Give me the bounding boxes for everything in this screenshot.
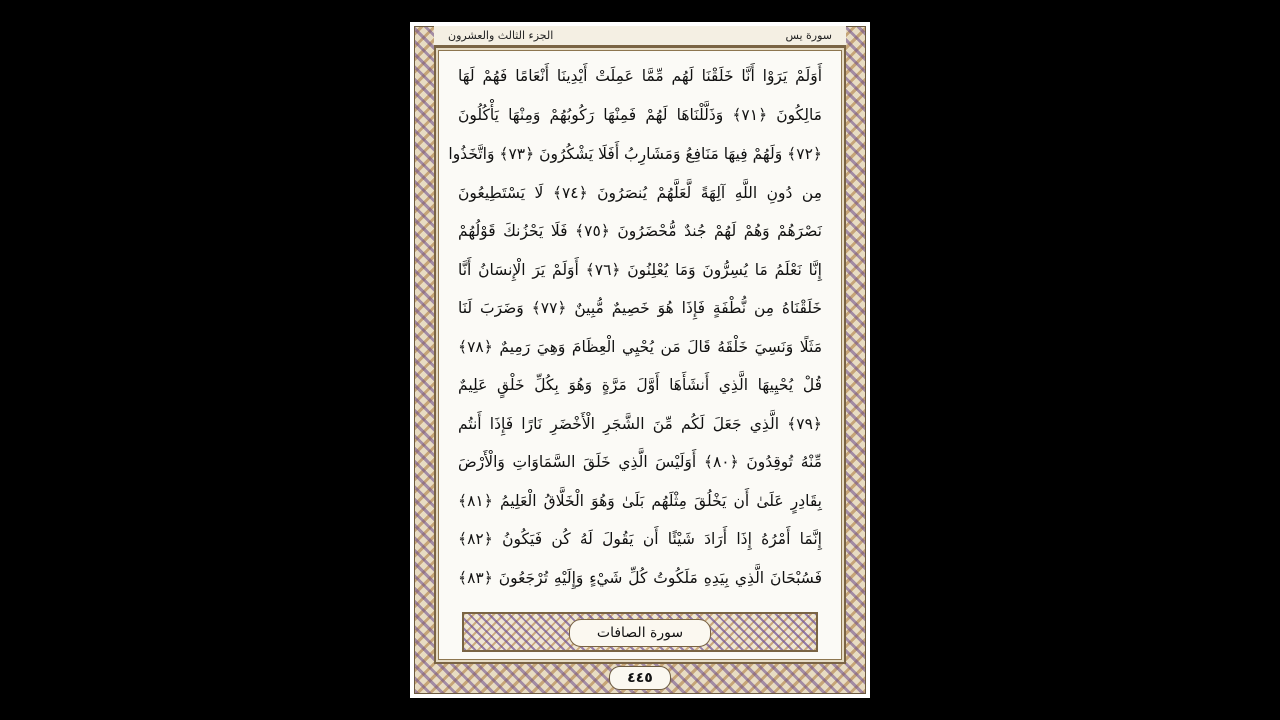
surah-label: سورة يس	[785, 29, 832, 42]
mushaf-page	[410, 22, 870, 698]
next-surah-banner	[462, 612, 818, 652]
verse-line: ﴿٧٩﴾ الَّذِي جَعَلَ لَكُم مِّنَ الشَّجَرِ الْأَخْضَرِ نَارًا فَإِذَا أَنتُم	[458, 415, 822, 433]
verse-line: مَثَلًا وَنَسِيَ خَلْقَهُ قَالَ مَن يُحْيِي الْعِظَامَ وَهِيَ رَمِيمٌ ﴿٧٨﴾	[458, 338, 822, 356]
verse-text-area	[440, 54, 840, 612]
verse-line: قُلْ يُحْيِيهَا الَّذِي أَنشَأَهَا أَوَّلَ مَرَّةٍ وَهُوَ بِكُلِّ خَلْقٍ عَلِيمٌ	[458, 376, 822, 394]
verse-line: أَوَلَمْ يَرَوْا أَنَّا خَلَقْنَا لَهُم مِّمَّا عَمِلَتْ أَيْدِينَا أَنْعَامًا فَهُمْ لَهَا	[458, 67, 822, 85]
verse-line: مِّنْهُ تُوقِدُونَ ﴿٨٠﴾ أَوَلَيْسَ الَّذِي خَلَقَ السَّمَاوَاتِ وَالْأَرْضَ	[458, 453, 822, 471]
page-header	[434, 26, 846, 46]
verse-line: بِقَادِرٍ عَلَىٰ أَن يَخْلُقَ مِثْلَهُم بَلَىٰ وَهُوَ الْخَلَّاقُ الْعَلِيمُ ﴿٨١﴾	[458, 492, 822, 510]
verse-line: خَلَقْنَاهُ مِن نُّطْفَةٍ فَإِذَا هُوَ خَصِيمٌ مُّبِينٌ ﴿٧٧﴾ وَضَرَبَ لَنَا	[458, 299, 823, 317]
verse-line: مَالِكُونَ ﴿٧١﴾ وَذَلَّلْنَاهَا لَهُمْ فَمِنْهَا رَكُوبُهُمْ وَمِنْهَا يَأْكُلُونَ	[458, 106, 822, 124]
page-number: ٤٤٥	[627, 670, 653, 686]
page-number-badge	[609, 666, 671, 690]
surah-title-box	[569, 619, 711, 647]
verse-line: ﴿٧٢﴾ وَلَهُمْ فِيهَا مَنَافِعُ وَمَشَارِبُ أَفَلَا يَشْكُرُونَ ﴿٧٣﴾ وَاتَّخَذُوا	[448, 145, 822, 163]
next-surah-title: سورة الصافات	[596, 625, 684, 641]
juz-label: الجزء الثالث والعشرون	[448, 29, 554, 42]
verse-line: مِن دُونِ اللَّهِ آلِهَةً لَّعَلَّهُمْ يُنصَرُونَ ﴿٧٤﴾ لَا يَسْتَطِيعُونَ	[458, 184, 822, 202]
verse-line: نَصْرَهُمْ وَهُمْ لَهُمْ جُندٌ مُّحْضَرُونَ ﴿٧٥﴾ فَلَا يَحْزُنكَ قَوْلُهُمْ	[458, 222, 822, 240]
verse-line: إِنَّمَا أَمْرُهُ إِذَا أَرَادَ شَيْئًا أَن يَقُولَ لَهُ كُن فَيَكُونُ ﴿٨٢﴾	[458, 530, 822, 548]
verse-line: فَسُبْحَانَ الَّذِي بِيَدِهِ مَلَكُوتُ كُلِّ شَيْءٍ وَإِلَيْهِ تُرْجَعُونَ ﴿٨٣﴾	[458, 569, 822, 587]
verse-line: إِنَّا نَعْلَمُ مَا يُسِرُّونَ وَمَا يُعْلِنُونَ ﴿٧٦﴾ أَوَلَمْ يَرَ الْإِنسَانُ أَنَّا	[458, 261, 822, 279]
